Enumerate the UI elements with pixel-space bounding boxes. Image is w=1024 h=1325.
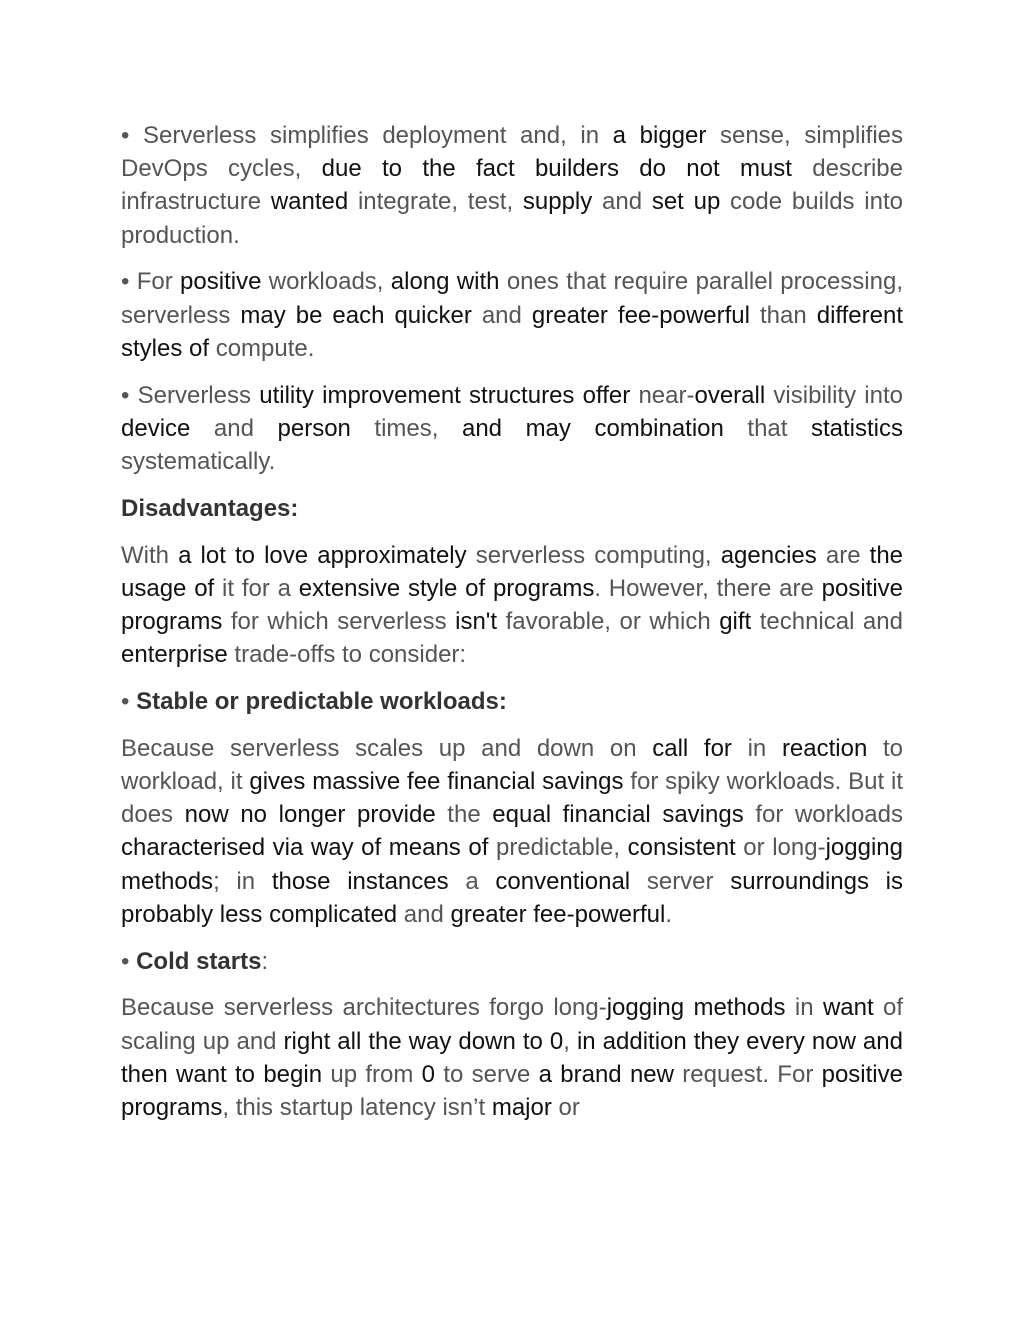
text-run: agencies [720,541,817,569]
paragraph-visibility [121,379,903,479]
text-run: • [121,688,137,716]
text-run: consistent [627,834,736,862]
paragraph-stable-workloads [121,732,903,931]
text-run: due to the fact builders do not must [321,155,792,183]
text-run: the [435,801,493,829]
text-run: now no longer provide [184,801,436,829]
text-run: greater fee-powerful [531,301,750,329]
text-run: wanted [270,188,349,216]
text-run: compute. [209,334,315,362]
text-run: or [551,1094,580,1122]
text-run: to workload, it [121,734,904,796]
text-run: server [630,867,731,895]
paragraph-cold-starts [121,991,903,1124]
text-run: • [121,947,137,975]
text-run: a lot to love approximately [178,541,467,569]
text-run: extensive style of programs [298,574,595,602]
text-run: describe infrastructure [121,155,903,216]
heading-disadvantages [121,492,903,525]
text-run: person [277,414,351,442]
text-run: near- [630,381,695,409]
text-run: the usage of [121,541,904,602]
text-run: Stable or predictable workloads: [136,688,507,716]
text-run: and [471,301,532,329]
text-run: visibility into [765,381,903,409]
paragraph-deployment [121,119,903,252]
text-run: : [261,947,269,975]
heading-cold-starts [121,945,903,978]
text-run: want [822,994,874,1022]
text-run: 0 [421,1060,436,1088]
text-run: isn't [455,608,498,636]
text-run: set up [651,188,721,216]
text-run: favorable, or which [497,608,720,636]
text-run: to serve [435,1060,539,1088]
text-run: are [816,541,870,569]
text-run: along with [390,268,500,296]
text-run: times, [350,414,462,442]
text-run: device [121,414,191,442]
text-run: equal financial savings [492,801,744,829]
text-run: , this startup latency isn’t [222,1094,492,1122]
text-run: jogging methods [606,994,786,1022]
text-run: serverless computing, [466,541,721,569]
text-run: it for a [214,574,299,602]
text-run: workloads, [261,268,391,296]
text-run: a brand new [538,1060,674,1088]
text-run: than [750,301,817,329]
text-run: for spiky workloads. But it does [121,768,904,829]
text-run: predictable, [488,834,628,862]
text-run: Disadvantages: [121,494,299,522]
text-run: enterprise [121,641,228,669]
text-run: gift [719,608,752,636]
text-run: that [723,414,811,442]
text-run: supply [522,188,593,216]
text-run: trade-offs to consider: [227,641,467,669]
text-run: Cold [136,947,190,975]
text-run: gives massive fee financial savings [249,768,624,796]
text-run: a bigger [612,122,707,149]
text-run: and [592,188,652,216]
text-run: positive programs [121,1060,903,1122]
text-run: . [665,900,672,928]
text-run: of scaling up and [121,994,904,1055]
text-run: or long- [735,834,826,862]
text-run: jogging methods [121,834,903,895]
text-run: With [121,541,179,569]
text-run: statistics [810,414,903,442]
heading-stable-workloads [121,685,903,718]
text-run: ones that require parallel processing, serverless [121,268,903,329]
text-run: surroundings is probably less complicated [121,867,903,928]
text-run: Because serverless scales up and down on [121,734,653,762]
text-run: integrate, test, [348,188,523,216]
text-run: in addition they every now and then want to begin [121,1027,903,1088]
text-run: reaction [781,734,868,762]
text-run: may be each quicker [240,301,472,329]
text-run: • Serverless [121,381,260,409]
text-run: and [190,414,278,442]
text-run: different styles of [121,301,904,362]
text-run: ; in [213,867,272,895]
paragraph-workloads [121,265,903,365]
text-run: • Serverless simplifies deployment and, in [121,122,613,149]
text-run: up from [322,1060,422,1088]
text-run: • For [121,268,181,296]
text-run: positive programs [121,574,904,636]
text-run: call for [652,734,732,762]
text-run: code builds into production. [121,188,904,249]
text-run: and may combination [461,414,724,442]
text-run: right all the way down to 0 [283,1027,564,1055]
text-run: , [563,1027,577,1055]
text-run: characterised via way of means of [121,834,489,862]
text-run: for workloads [743,801,903,829]
paragraph-trade-offs [121,539,903,672]
text-run: for which serverless [222,608,456,636]
text-run: conventional [495,867,631,895]
text-run: positive [180,268,262,296]
text-run: starts [189,947,262,975]
text-run: Because serverless architectures forgo long- [121,994,607,1022]
text-run: . However, there are [594,574,822,602]
text-run: in [785,994,823,1022]
text-run: in [731,734,782,762]
text-run: those instances [271,867,449,895]
text-run: greater fee-powerful [450,900,666,928]
text-run: technical and [751,608,903,636]
text-run: overall [694,381,766,409]
text-run: utility improvement structures offer [259,381,631,409]
text-run: systematically. [121,448,276,476]
text-run: and [397,900,451,928]
text-run: sense, simplifies DevOps cycles, [121,122,903,183]
text-run: major [491,1094,552,1122]
text-run: a [448,867,496,895]
document-page [121,119,903,1138]
text-run: request. For [673,1060,822,1088]
